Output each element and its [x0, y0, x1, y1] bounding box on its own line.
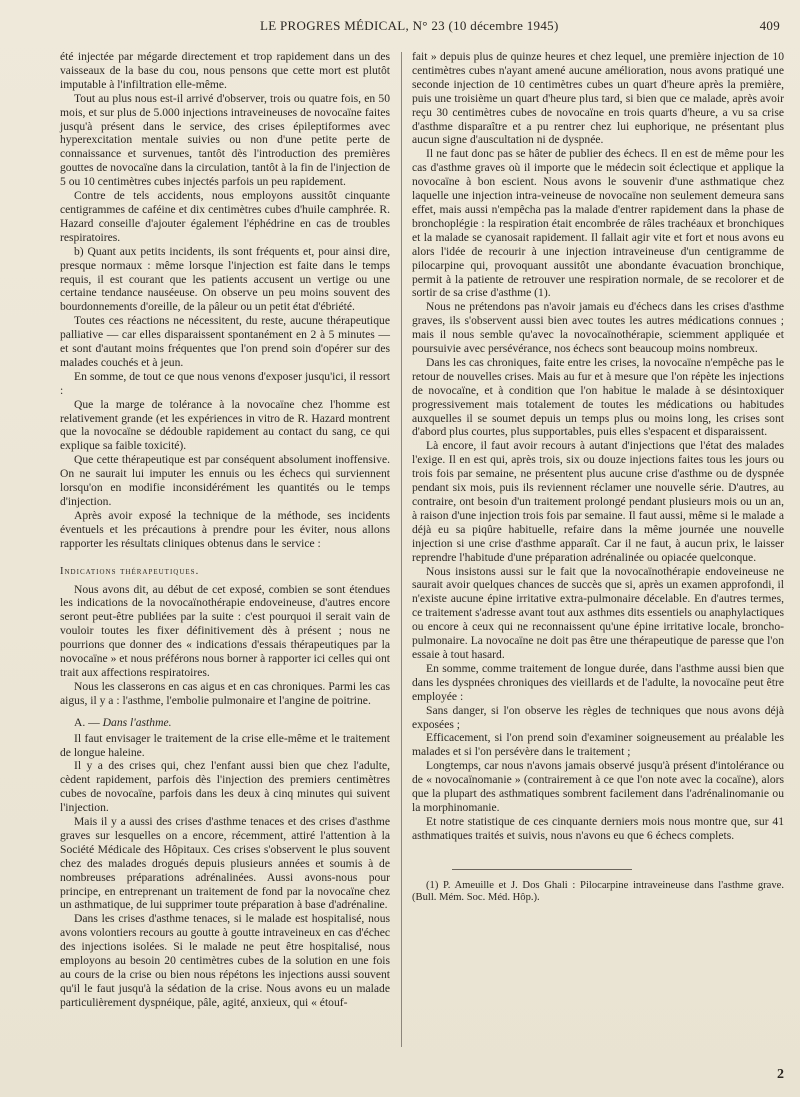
running-title: LE PROGRES MÉDICAL, N° 23 (10 décembre 1945) [260, 18, 559, 33]
paragraph: Tout au plus nous est-il arrivé d'observer, trois ou quatre fois, en 50 mois, et sur plus de 5.000 injections intraveineuses de novocaïne faites jusqu'à présent dans le service, des crises épileptiformes avec hyperexcitation mentale suivies ou non d'une petite perte de connaissance et survenues, tantôt dès l'introduction des premières gouttes de novocaïne dans la circulation, tantôt à la fin de l'injection de 5 ou 10 centimètres cubes injectés parfois un peu rapidement. [60, 91, 390, 189]
paragraph: Il faut envisager le traitement de la crise elle-même et le traitement de longue haleine. [60, 731, 390, 759]
paragraph: Dans les cas chroniques, faite entre les crises, la novocaïne n'empêche pas le retour de nouvelles crises. Mais au fur et à mesure que l'on répète les injections de novocaïne, et à condition que l'on habitue le malade à se désintoxiquer progressivement mais totalement de toutes les médications ou habitudes auxquelles il se soumet depuis un temps plus ou moins long, les crises sont d'abord plus courtes, plus supportables, puis elles s'espacent et disparaissent. [412, 355, 784, 439]
footnote-rule [452, 869, 632, 870]
paragraph: Toutes ces réactions ne nécessitent, du reste, aucune thérapeutique palliative — car elles disparaissent spontanément en 2 à 5 minutes — et sont d'autant moins fréquentes que l'on prend soin d'opérer sur des malades couchés et à jeun. [60, 314, 390, 369]
subsection-heading [74, 716, 390, 730]
page-header [60, 18, 780, 36]
footnote: (1) P. Ameuille et J. Dos Ghali : Pilocarpine intraveineuse dans l'asthme grave. (Bull. Mém. Soc. Méd. Hôp.). [412, 879, 784, 904]
paragraph: En somme, de tout ce que nous venons d'exposer jusqu'ici, il ressort : [60, 369, 390, 397]
paragraph: b) Quant aux petits incidents, ils sont fréquents et, pour ainsi dire, presque normaux : même lorsque l'injection est faite dans le temps requis, il est courant que les patients accusent un vertige ou une certaine tendance nauséeuse. On observe un peu moins souvent des bourdonnements d'oreille, de la pâleur ou un petit état d'ébriété. [60, 244, 390, 314]
paragraph: Il ne faut donc pas se hâter de publier des échecs. Il en est de même pour les cas d'asthme graves où il importe que le médecin soit éclectique et applique la novocaïne à bon escient. Nous avons le souvenir d'une asthmatique chez laquelle une injection intra-veineuse de novocaïne non seulement demeura sans effet, mais aussi n'empêcha pas la malade d'entrer rapidement dans la phase de bronchoplégie : la respiration était encombrée de râles trachéaux et bronchiques et la malade se cyanosait rapidement. Il fallait agir vite et fort et nous avons eu alors l'idée de recourir à une injection intraveineuse d'un centigramme de pilocarpine qui, provoquant aussitôt une abondante évacuation bronchique, permit à la patiente de retrouver une respiration normale, de se recolorer et de sortir de sa crise d'asthme (1). [412, 147, 784, 300]
paragraph: Il y a des crises qui, chez l'enfant aussi bien que chez l'adulte, cèdent rapidement, parfois dès l'injection des premiers centimètres cubes de novocaïne, parfois dans les deux à cinq minutes qui suivent l'injection. [60, 759, 390, 815]
paragraph: En somme, comme traitement de longue durée, dans l'asthme aussi bien que dans les dyspnées chroniques des vieillards et de l'adulte, la novocaïne peut être employée : [412, 661, 784, 703]
corner-mark: 2 [777, 1067, 784, 1082]
paragraph: Après avoir exposé la technique de la méthode, ses incidents éventuels et les précautions à prendre pour les éviter, nous allons rapporter les résultats cliniques obtenus dans le service : [60, 508, 390, 550]
left-column [60, 50, 390, 1010]
subsection-title: Dans l'asthme. [102, 715, 172, 729]
paragraph: Là encore, il faut avoir recours à autant d'injections que l'état des malades l'exige. Il en est qui, après trois, six ou douze injections faites tous les jours ou trois fois par semaine, ne présentent plus aucune crise d'asthme ou de dyspnée pendant six mois, puis ils reviennent réclamer une nouvelle série. D'autres, au contraire, ont besoin d'un traitement prolongé pendant plusieurs mois ou un an, à raison d'une injection trois fois par semaine. Il faut aussi, même si le malade a déjà eu sa piqûre habituelle, refaire dans la même journée une nouvelle injection si une crise d'asthme apparaît. Car il ne faut, à aucun prix, le laisser reprendre l'habitude d'une préparation adrénalinée ou opiacée quelconque. [412, 439, 784, 564]
paragraph: été injectée par mégarde directement et trop rapidement dans un des vaisseaux de la base du cou, nous pensons que cette mort est plutôt imputable à l'infiltration elle-même. [60, 50, 390, 91]
paragraph: Nous insistons aussi sur le fait que la novocaïnothérapie endoveineuse ne saurait avoir quelques chances de succès que si, après un examen approfondi, il n'existe aucune épine irritative extra-pulmonaire décelable. En d'autres termes, ce traitement s'adresse avant tout aux asthmes dits essentiels ou anaphylactiques ou encore à ceux qui ne reconnaissent qu'une épine irritative locale, broncho-pulmonaire. La novocaïne ne doit pas être une thérapeutique de paresse que l'on essaie à tout hasard. [412, 564, 784, 661]
paragraph: fait » depuis plus de quinze heures et chez lequel, une première injection de 10 centimètres cubes n'ayant amené aucune amélioration, nous avons pratiqué une seconde injection de 10 centimètres cubes un quart d'heure après la première, puis une troisième un quart d'heure plus tard, si bien que ce malade, après avoir reçu 30 centimètres cubes de novocaïne en trois quarts d'heure, a vu sa crise d'asthme disparaître et a pu rentrer chez lui euphorique, ne présentant plus aucun signe d'auscultation ni de dyspnée. [412, 50, 784, 147]
paragraph: Dans les crises d'asthme tenaces, si le malade est hospitalisé, nous avons volontiers recours au goutte à goutte intraveineux en cas d'échec des injections isolées. Si le malade ne peut être hospitalisé, nous employons au besoin 20 centimètres cubes de la solution en une fois au cours de la crise ou bien nous répétons les injections aussi souvent qu'il le faut jusqu'à la sédation de la crise. Nous avons eu un malade particulièrement dyspnéique, pâle, agité, anxieux, qui « étouf- [60, 912, 390, 1009]
section-heading: Indications thérapeutiques. [60, 565, 200, 577]
subsection-letter: A. — [74, 715, 100, 729]
column-divider [401, 52, 402, 1047]
paragraph: Sans danger, si l'on observe les règles de techniques que nous avons déjà exposées ; [412, 703, 784, 731]
paragraph: Que cette thérapeutique est par conséquent absolument inoffensive. On ne saurait lui imputer les ennuis ou les échecs qui surviennent lorsqu'on en modifie inconsidérément les quantités ou le temps d'injection. [60, 453, 390, 508]
paragraph: Efficacement, si l'on prend soin d'examiner soigneusement au préalable les malades et si l'on persévère dans le traitement ; [412, 731, 784, 759]
paragraph: Mais il y a aussi des crises d'asthme tenaces et des crises d'asthme graves sur lesquelles on a encore, récemment, attiré l'attention à la Société Médicale des Hôpitaux. Ces crises s'observent le plus souvent chez des malades drogués depuis plusieurs années et soumis à de nombreuses préparations adrénalinées. Aussi avons-nous pour principe, en entreprenant un traitement de fond par la novocaïne chez un asthmatique, de lui supprimer toute préparation à base d'adrénaline. [60, 815, 390, 912]
paragraph: Nous les classerons en cas aigus et en cas chroniques. Parmi les cas aigus, il y a : l'asthme, l'embolie pulmonaire et l'angine de poitrine. [60, 679, 390, 707]
paragraph: Nous avons dit, au début de cet exposé, combien se sont étendues les indications de la novocaïnothérapie endoveineuse, d'autres encore seront peut-être publiées par la suite : c'est pourquoi il serait vain de vouloir toutes les fixer définitivement dès à présent ; nous ne pourrions que donner des « indications d'essais thérapeutiques par la novocaïne » et nous préférons nous borner à rapporter ici celles qui ont trait aux affections respiratoires. [60, 582, 390, 679]
paragraph: Contre de tels accidents, nous employons aussitôt cinquante centigrammes de caféine et dix centimètres cubes d'huile camphrée. R. Hazard conseille d'ajouter également l'éphédrine en cas de troubles respiratoires. [60, 189, 390, 244]
paragraph: Longtemps, car nous n'avons jamais observé jusqu'à présent d'intolérance ou de « novocaïnomanie » (contrairement à ce que l'on note avec la cocaïne), alors que la plupart des asthmatiques sombrent facilement dans l'adrénalinomanie ou la morphinomanie. [412, 759, 784, 814]
paragraph: Et notre statistique de ces cinquante derniers mois nous montre que, sur 41 asthmatiques traités et suivis, nous n'avons eu que 6 échecs complets. [412, 814, 784, 842]
paragraph: Nous ne prétendons pas n'avoir jamais eu d'échecs dans les crises d'asthme graves, ils s'observent aussi bien avec toutes les autres médications connues ; mais il nous semble qu'avec la novocaïnothérapie, sciemment appliquée et poursuivie avec persévérance, nos échecs sont beaucoup moins nombreux. [412, 300, 784, 356]
right-column [412, 50, 784, 905]
paragraph: Que la marge de tolérance à la novocaïne chez l'homme est relativement grande (et les expériences in vitro de R. Hazard montrent que la novocaïne se dédouble rapidement au contact du sang, ce qui explique sa faible toxicité). [60, 397, 390, 453]
page-number: 409 [759, 18, 780, 33]
